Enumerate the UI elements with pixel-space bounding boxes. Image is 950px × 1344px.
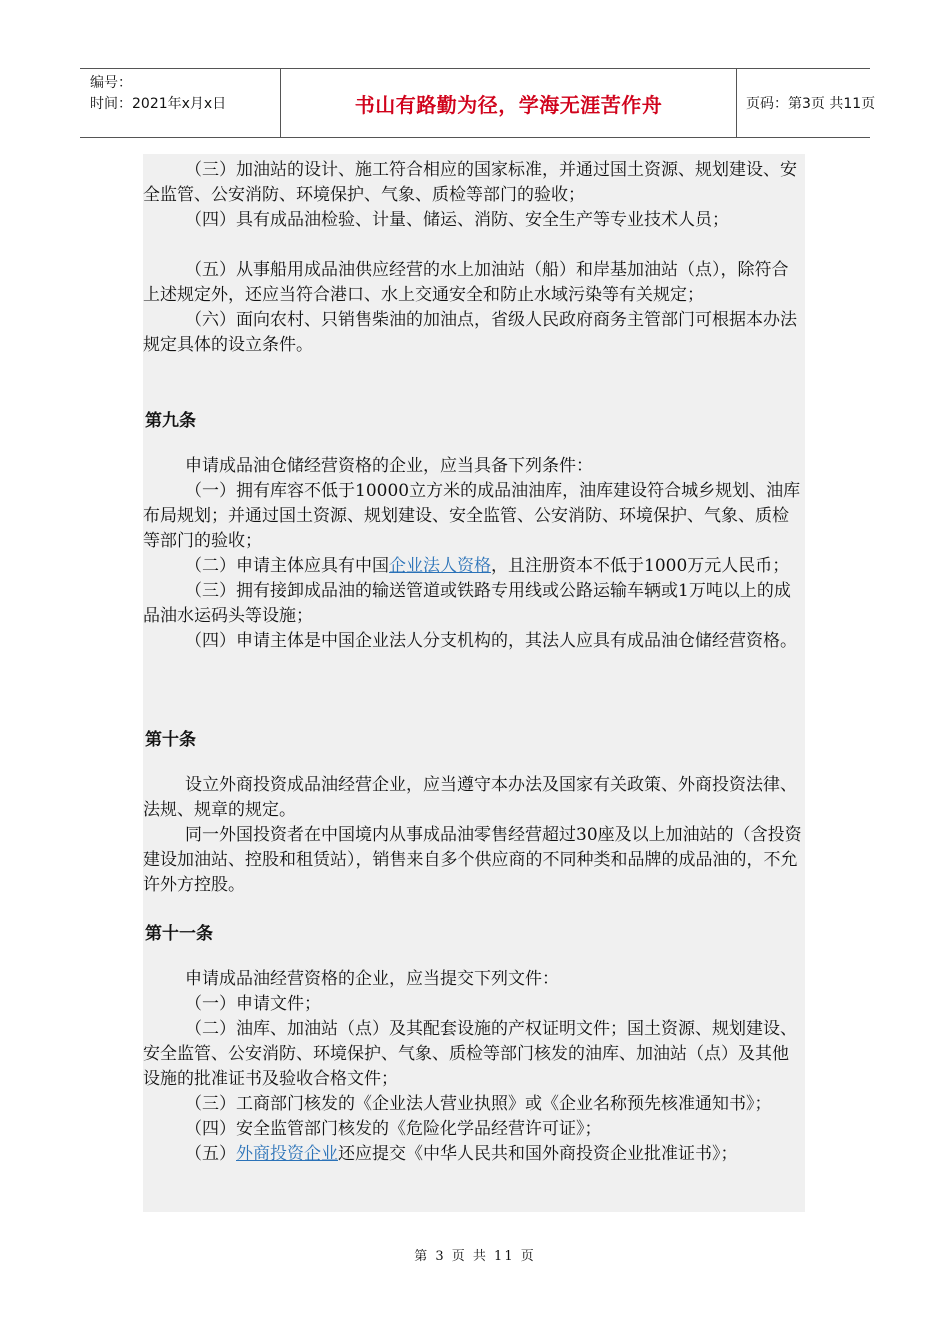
- header-motto-cell: [280, 69, 737, 137]
- enterprise-legal-person-link[interactable]: 企业法人资格: [389, 556, 491, 576]
- paragraph: （三）工商部门核发的《企业法人营业执照》或《企业名称预先核准通知书》；: [185, 1094, 772, 1114]
- paragraph: 同一外国投资者在中国境内从事成品油零售经营超过30座及以上加油站的（含投资建设加油站、控股和租赁站），销售来自多个供应商的不同种类和品牌的成品油的，不允许外方控股。: [143, 825, 802, 895]
- paragraph: [143, 1142, 805, 1167]
- time-label: 时间：2021年x月x日: [90, 96, 227, 112]
- motto: 书山有路勤为径，学海无涯苦作舟: [354, 92, 663, 117]
- paragraph: （三）拥有接卸成品油的输送管道或铁路专用线或公路运输车辆或1万吨以上的成品油水运码头等设施；: [143, 581, 791, 626]
- document-body: [143, 154, 805, 1212]
- paragraph: （四）申请主体是中国企业法人分支机构的，其法人应具有成品油仓储经营资格。: [185, 631, 797, 651]
- article-10-body: [143, 773, 805, 898]
- paragraph: （五）从事船用成品油供应经营的水上加油站（船）和岸基加油站（点），除符合上述规定外，还应当符合港口、水上交通安全和防止水域污染等有关规定；: [143, 260, 789, 305]
- article-10-heading: 第十条: [145, 730, 196, 750]
- header-info: [80, 69, 280, 141]
- paragraph: 申请成品油仓储经营资格的企业，应当具备下列条件：: [185, 456, 593, 476]
- page-footer: 第 3 页 共 11 页: [414, 1249, 536, 1264]
- number-label: 编号：: [90, 75, 132, 91]
- paragraph: [143, 554, 805, 579]
- text: （二）申请主体应具有中国: [185, 556, 389, 576]
- text: ，且注册资本不低于1000万元人民币；: [491, 556, 790, 576]
- article-11-heading: 第十一条: [145, 924, 213, 944]
- article-11-body: [143, 967, 805, 1167]
- text: 还应提交《中华人民共和国外商投资企业批准证书》；: [338, 1144, 738, 1164]
- paragraph: （二）油库、加油站（点）及其配套设施的产权证明文件；国土资源、规划建设、安全监管、公安消防、环境保护、气象、质检等部门核发的油库、加油站（点）及其他设施的批准证书及验收合格文件；: [143, 1019, 797, 1089]
- paragraph: 申请成品油经营资格的企业，应当提交下列文件：: [185, 969, 559, 989]
- header-page-cell: [736, 69, 880, 137]
- text: （五）: [185, 1144, 236, 1164]
- foreign-invested-enterprise-link[interactable]: 外商投资企业: [236, 1144, 338, 1164]
- paragraph: （四）安全监管部门核发的《危险化学品经营许可证》；: [185, 1119, 602, 1139]
- page-label: 页码：第3页 共11页: [746, 96, 876, 112]
- paragraph: （六）面向农村、只销售柴油的加油点，省级人民政府商务主管部门可根据本办法规定具体的设立条件。: [143, 310, 797, 355]
- article-9-body: [143, 454, 805, 654]
- article-9-heading: 第九条: [145, 411, 196, 431]
- paragraph: （三）加油站的设计、施工符合相应的国家标准，并通过国土资源、规划建设、安全监管、公安消防、环境保护、气象、质检等部门的验收；: [143, 160, 797, 205]
- paragraph: （一）申请文件；: [185, 994, 321, 1014]
- page-header: [80, 68, 876, 138]
- paragraph: （一）拥有库容不低于10000立方米的成品油油库，油库建设符合城乡规划、油库布局规划；并通过国土资源、规划建设、安全监管、公安消防、环境保护、气象、质检等部门的验收；: [143, 481, 801, 551]
- paragraph: 设立外商投资成品油经营企业，应当遵守本办法及国家有关政策、外商投资法律、法规、规章的规定。: [143, 775, 797, 820]
- conditions-continued: [143, 158, 805, 358]
- paragraph: （四）具有成品油检验、计量、储运、消防、安全生产等专业技术人员；: [185, 210, 729, 230]
